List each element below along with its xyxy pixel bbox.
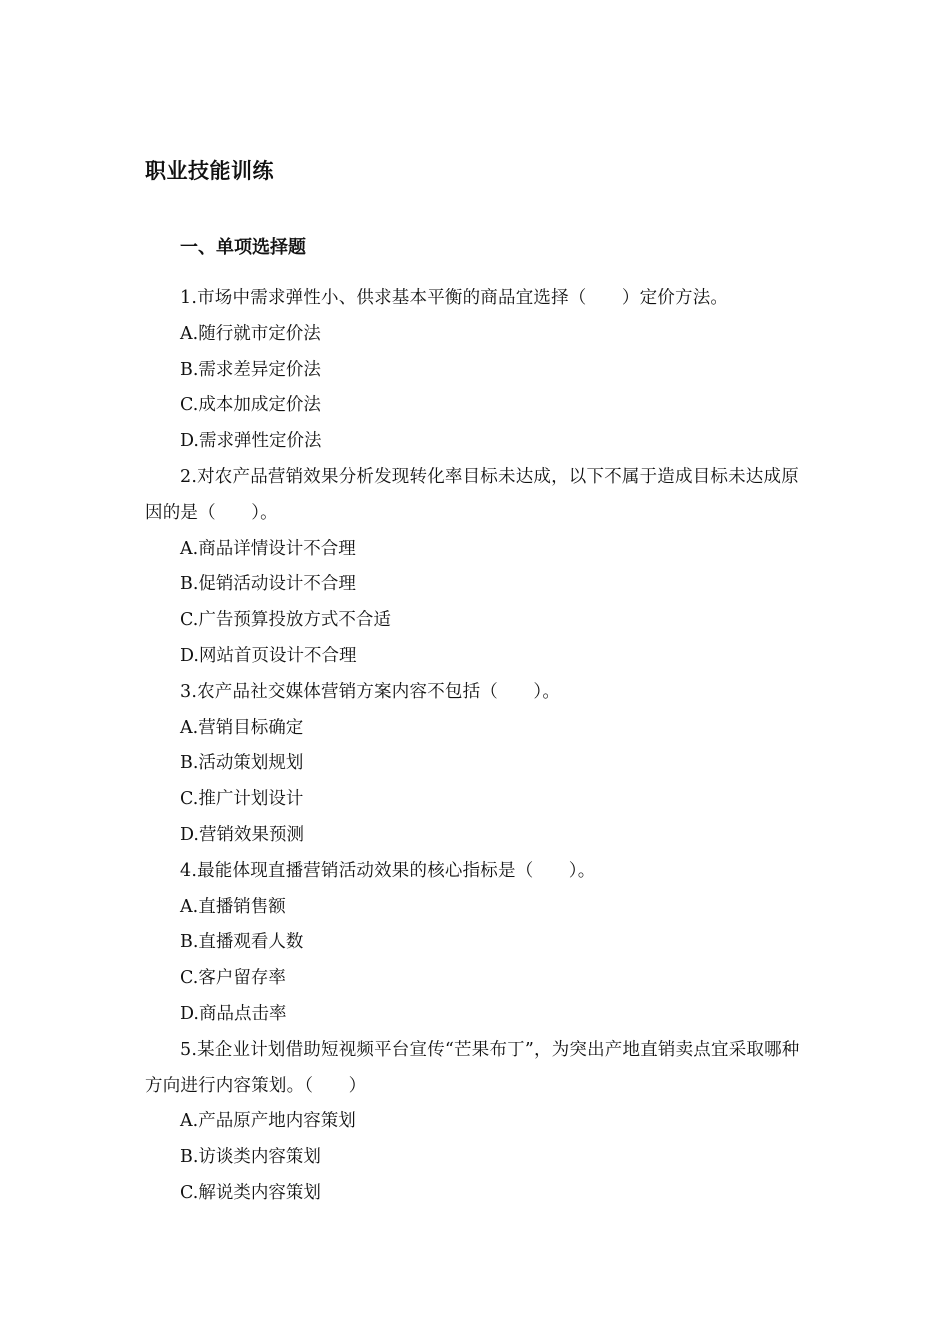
option-a: A.直播销售额 xyxy=(180,896,286,917)
option-a: A.营销目标确定 xyxy=(180,717,304,738)
option-d: D.商品点击率 xyxy=(180,1003,287,1024)
question-stem: 4.最能体现直播营销活动效果的核心指标是（ ）。 xyxy=(180,860,596,881)
question-5 xyxy=(145,1033,811,1212)
option-b: B.需求差异定价法 xyxy=(180,359,321,380)
option-b: B.直播观看人数 xyxy=(180,932,304,953)
option-a: A.随行就市定价法 xyxy=(180,323,321,344)
option-d: D.需求弹性定价法 xyxy=(180,431,322,452)
option-b: B.访谈类内容策划 xyxy=(180,1147,321,1168)
option-a: A.产品原产地内容策划 xyxy=(180,1111,356,1132)
question-2 xyxy=(145,460,811,675)
question-1 xyxy=(145,281,811,460)
question-stem: 5.某企业计划借助短视频平台宣传“芒果布丁”，为突出产地直销卖点宜采取哪种方向进行内容策划。（ ） xyxy=(145,1039,800,1096)
option-d: D.网站首页设计不合理 xyxy=(180,645,357,666)
question-stem: 1.市场中需求弹性小、供求基本平衡的商品宜选择（ ）定价方法。 xyxy=(180,288,729,308)
option-c: C.推广计划设计 xyxy=(180,789,304,810)
option-c: C.客户留存率 xyxy=(180,968,286,989)
option-c: C.成本加成定价法 xyxy=(180,395,321,416)
section-heading: 一、单项选择题 xyxy=(180,237,306,258)
question-3 xyxy=(145,675,811,854)
option-c: C.解说类内容策划 xyxy=(180,1182,321,1203)
question-stem: 2.对农产品营销效果分析发现转化率目标未达成，以下不属于造成目标未达成原因的是（ ）。 xyxy=(145,466,799,523)
question-4 xyxy=(145,854,811,1033)
option-c: C.广告预算投放方式不合适 xyxy=(180,610,391,631)
option-b: B.促销活动设计不合理 xyxy=(180,574,356,595)
question-stem: 3.农产品社交媒体营销方案内容不包括（ ）。 xyxy=(180,681,561,702)
question-list xyxy=(145,281,811,1212)
option-d: D.营销效果预测 xyxy=(180,824,304,845)
option-b: B.活动策划规划 xyxy=(180,753,304,774)
option-a: A.商品详情设计不合理 xyxy=(180,538,356,559)
page-title: 职业技能训练 xyxy=(145,159,274,183)
